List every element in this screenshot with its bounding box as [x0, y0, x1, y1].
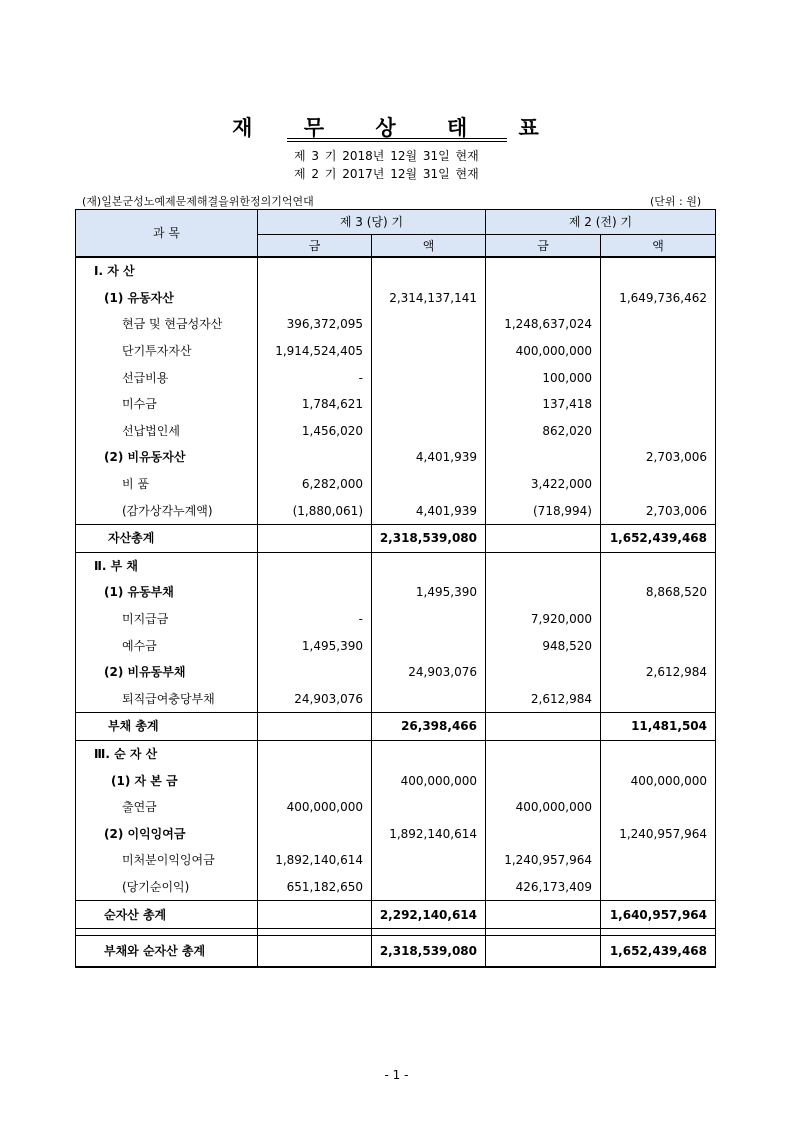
amount-cell: 26,398,466 — [372, 713, 486, 741]
amount-cell — [258, 579, 372, 606]
amount-cell — [258, 935, 372, 967]
table-row — [76, 767, 716, 794]
row-label: (1) 유동자산 — [76, 285, 258, 312]
document-title: 재 무 상 태 표 — [232, 116, 561, 140]
amount-cell: 2,612,984 — [486, 686, 601, 713]
table-row — [76, 901, 716, 929]
amount-cell: 2,318,539,080 — [372, 524, 486, 552]
amount-cell — [486, 444, 601, 471]
amount-cell: 11,481,504 — [601, 713, 716, 741]
amount-cell — [601, 632, 716, 659]
row-label: 순자산 총계 — [76, 901, 258, 929]
amount-cell — [601, 874, 716, 901]
amount-cell — [372, 418, 486, 445]
amount-cell: 1,784,621 — [258, 391, 372, 418]
amount-cell: 6,282,000 — [258, 471, 372, 498]
amount-cell: 1,892,140,614 — [372, 820, 486, 847]
balance-sheet-table — [75, 209, 716, 968]
table-row — [76, 444, 716, 471]
amount-cell — [372, 632, 486, 659]
header-prior-period: 제 2 (전) 기 — [486, 210, 716, 235]
row-label: (1) 자 본 금 — [76, 767, 258, 794]
amount-cell — [486, 935, 601, 967]
amount-cell — [372, 364, 486, 391]
amount-cell: 100,000 — [486, 364, 601, 391]
amount-cell — [601, 740, 716, 767]
header-prior-amount-left: 금 — [486, 235, 601, 258]
amount-cell — [601, 686, 716, 713]
amount-cell — [258, 257, 372, 285]
amount-cell — [486, 740, 601, 767]
header-item: 과 목 — [76, 210, 258, 258]
row-label: 선납법인세 — [76, 418, 258, 445]
amount-cell: 1,652,439,468 — [601, 935, 716, 967]
table-row — [76, 794, 716, 821]
amount-cell: 2,703,006 — [601, 497, 716, 524]
row-label: 자산총계 — [76, 524, 258, 552]
amount-cell: 2,314,137,141 — [372, 285, 486, 312]
row-label: (감가상각누계액) — [76, 497, 258, 524]
table-row — [76, 524, 716, 552]
amount-cell — [372, 686, 486, 713]
amount-cell — [258, 713, 372, 741]
amount-cell — [601, 311, 716, 338]
header-current-period: 제 3 (당) 기 — [258, 210, 486, 235]
row-label: (2) 이익잉여금 — [76, 820, 258, 847]
amount-cell — [601, 552, 716, 579]
amount-cell — [486, 552, 601, 579]
spacer-row — [76, 928, 716, 935]
header-current-amount-right: 액 — [372, 235, 486, 258]
amount-cell: 1,456,020 — [258, 418, 372, 445]
amount-cell — [258, 659, 372, 686]
table-row — [76, 579, 716, 606]
amount-cell — [601, 338, 716, 365]
prior-period-line: 제 2 기 2017년 12월 31일 현재 — [294, 167, 479, 181]
amount-cell: 4,401,939 — [372, 444, 486, 471]
row-label: (2) 비유동부채 — [76, 659, 258, 686]
amount-cell: 400,000,000 — [601, 767, 716, 794]
amount-cell — [486, 713, 601, 741]
spacer-cell — [258, 928, 372, 935]
amount-cell — [601, 471, 716, 498]
amount-cell: 651,182,650 — [258, 874, 372, 901]
row-label: 부채와 순자산 총계 — [76, 935, 258, 967]
amount-cell — [258, 285, 372, 312]
amount-cell — [486, 285, 601, 312]
row-label: 퇴직급여충당부채 — [76, 686, 258, 713]
amount-cell — [372, 471, 486, 498]
amount-cell: 1,248,637,024 — [486, 311, 601, 338]
table-row — [76, 418, 716, 445]
table-body — [76, 257, 716, 967]
row-label: Ⅰ. 자 산 — [76, 257, 258, 285]
row-label: 선급비용 — [76, 364, 258, 391]
amount-cell — [486, 579, 601, 606]
amount-cell: 1,240,957,964 — [601, 820, 716, 847]
row-label: Ⅲ. 순 자 산 — [76, 740, 258, 767]
table-row — [76, 820, 716, 847]
row-label: 미수금 — [76, 391, 258, 418]
row-label: (2) 비유동자산 — [76, 444, 258, 471]
table-row — [76, 740, 716, 767]
spacer-cell — [372, 928, 486, 935]
header-current-amount-left: 금 — [258, 235, 372, 258]
amount-cell: 3,422,000 — [486, 471, 601, 498]
amount-cell — [372, 847, 486, 874]
page-number: - 1 - — [384, 1068, 409, 1082]
amount-cell — [486, 820, 601, 847]
amount-cell — [601, 606, 716, 633]
table-row — [76, 847, 716, 874]
amount-cell: 1,914,524,405 — [258, 338, 372, 365]
amount-cell — [372, 311, 486, 338]
row-label: 비 품 — [76, 471, 258, 498]
amount-cell — [601, 847, 716, 874]
spacer-cell — [601, 928, 716, 935]
row-label: 예수금 — [76, 632, 258, 659]
row-label: 현금 및 현금성자산 — [76, 311, 258, 338]
organization-name: (재)일본군성노예제문제해결을위한정의기억연대 — [82, 195, 314, 208]
amount-cell — [601, 794, 716, 821]
amount-cell — [601, 257, 716, 285]
amount-cell: 426,173,409 — [486, 874, 601, 901]
amount-cell: 1,495,390 — [372, 579, 486, 606]
amount-cell — [258, 552, 372, 579]
row-label: 부채 총계 — [76, 713, 258, 741]
amount-cell: - — [258, 606, 372, 633]
amount-cell: 2,292,140,614 — [372, 901, 486, 929]
amount-cell — [372, 740, 486, 767]
amount-cell — [258, 444, 372, 471]
amount-cell — [372, 552, 486, 579]
table-row — [76, 285, 716, 312]
table-row — [76, 257, 716, 285]
table-row — [76, 874, 716, 901]
table-row — [76, 713, 716, 741]
amount-cell: 24,903,076 — [372, 659, 486, 686]
table-row — [76, 935, 716, 967]
amount-cell: 1,495,390 — [258, 632, 372, 659]
amount-cell: 2,703,006 — [601, 444, 716, 471]
header-prior-amount-right: 액 — [601, 235, 716, 258]
table-row — [76, 391, 716, 418]
amount-cell: 4,401,939 — [372, 497, 486, 524]
amount-cell: 396,372,095 — [258, 311, 372, 338]
table-row — [76, 497, 716, 524]
amount-cell: 1,640,957,964 — [601, 901, 716, 929]
amount-cell: (1,880,061) — [258, 497, 372, 524]
row-label: (당기순이익) — [76, 874, 258, 901]
amount-cell: 2,318,539,080 — [372, 935, 486, 967]
amount-cell — [258, 901, 372, 929]
amount-cell — [486, 524, 601, 552]
amount-cell — [258, 767, 372, 794]
amount-cell: 400,000,000 — [258, 794, 372, 821]
amount-cell — [486, 257, 601, 285]
amount-cell — [486, 767, 601, 794]
current-period-line: 제 3 기 2018년 12월 31일 현재 — [294, 149, 479, 163]
amount-cell — [372, 391, 486, 418]
amount-cell — [486, 901, 601, 929]
amount-cell — [372, 606, 486, 633]
amount-cell: 8,868,520 — [601, 579, 716, 606]
table-row — [76, 632, 716, 659]
row-label: 미지급금 — [76, 606, 258, 633]
amount-cell — [258, 740, 372, 767]
unit-label: (단위 : 원) — [650, 195, 702, 208]
table-row — [76, 471, 716, 498]
amount-cell: 948,520 — [486, 632, 601, 659]
amount-cell — [601, 391, 716, 418]
amount-cell — [601, 418, 716, 445]
row-label: 출연금 — [76, 794, 258, 821]
table-row — [76, 311, 716, 338]
amount-cell: 1,240,957,964 — [486, 847, 601, 874]
amount-cell: 400,000,000 — [486, 794, 601, 821]
table-row — [76, 338, 716, 365]
amount-cell — [372, 338, 486, 365]
row-label: 단기투자자산 — [76, 338, 258, 365]
amount-cell: - — [258, 364, 372, 391]
amount-cell — [372, 874, 486, 901]
amount-cell — [486, 659, 601, 686]
table-row — [76, 364, 716, 391]
amount-cell — [258, 524, 372, 552]
amount-cell — [601, 364, 716, 391]
amount-cell: 2,612,984 — [601, 659, 716, 686]
amount-cell: 1,652,439,468 — [601, 524, 716, 552]
amount-cell: 400,000,000 — [486, 338, 601, 365]
amount-cell: 137,418 — [486, 391, 601, 418]
table-row — [76, 659, 716, 686]
amount-cell: 1,649,736,462 — [601, 285, 716, 312]
amount-cell — [372, 257, 486, 285]
spacer-cell — [76, 928, 258, 935]
amount-cell: (718,994) — [486, 497, 601, 524]
spacer-cell — [486, 928, 601, 935]
row-label: Ⅱ. 부 채 — [76, 552, 258, 579]
table-row — [76, 606, 716, 633]
amount-cell: 7,920,000 — [486, 606, 601, 633]
amount-cell: 1,892,140,614 — [258, 847, 372, 874]
amount-cell: 862,020 — [486, 418, 601, 445]
table-row — [76, 552, 716, 579]
amount-cell: 400,000,000 — [372, 767, 486, 794]
row-label: 미처분이익잉여금 — [76, 847, 258, 874]
title-underline-bottom — [287, 141, 507, 142]
title-underline-top — [287, 138, 507, 139]
table-row — [76, 686, 716, 713]
row-label: (1) 유동부채 — [76, 579, 258, 606]
amount-cell — [258, 820, 372, 847]
amount-cell: 24,903,076 — [258, 686, 372, 713]
amount-cell — [372, 794, 486, 821]
